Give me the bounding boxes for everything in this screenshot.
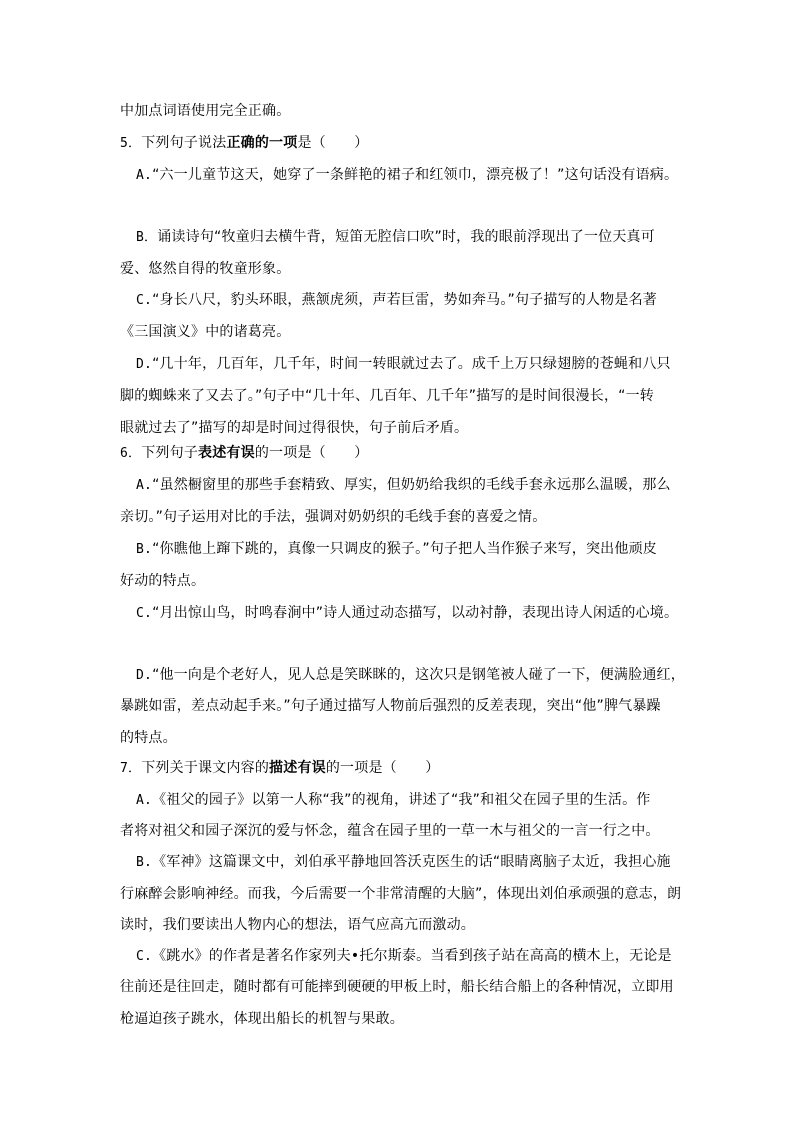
option-label: C. [136, 949, 153, 964]
emphasis-text: 正确的一项 [226, 135, 298, 151]
option-label: C. [136, 293, 153, 308]
option-7b [136, 852, 671, 872]
option-text: “身长八尺，豹头环眼，燕颔虎须，声若巨雷，势如奔马。”句子描写的人物是名著 [152, 292, 657, 308]
option-label: A. [136, 478, 153, 493]
option-label: B． [136, 230, 158, 245]
option-7c [136, 946, 672, 966]
option-text: 诵读诗句“牧童归去横牛背，短笛无腔信口吹”时，我的眼前浮现出了一位天真可 [157, 229, 655, 245]
option-5d [136, 354, 671, 374]
question-text: 是（ ） [297, 135, 369, 151]
option-label: D. [136, 668, 153, 683]
option-text: 《跳水》的作者是著名作家列夫•托尔斯泰。当看到孩子站在高高的横木上，无论是 [152, 948, 672, 964]
emphasis-text: 表述有误 [198, 445, 255, 461]
text-line: 的特点。 [120, 730, 177, 746]
option-label: B. [136, 855, 153, 870]
text-line: 中加点词语使用完全正确。 [120, 103, 291, 119]
text-line: 亲切。”句子运用对比的手法，强调对奶奶织的毛线手套的喜爱之情。 [120, 509, 547, 525]
option-6b [136, 539, 657, 559]
text-line: 好动的特点。 [120, 573, 206, 589]
option-5c [136, 290, 657, 310]
option-label: C. [136, 606, 153, 621]
option-text: “他一向是个老好人，见人总是笑眯眯的，这次只是钢笔被人碰了一下，便满脸通红， [152, 667, 685, 683]
text-line: 者将对祖父和园子深沉的爱与怀念，蕴含在园子里的一草一木与祖父的一言一行之中。 [120, 823, 660, 839]
option-5b [136, 227, 655, 247]
question-text: 的一项是（ ） [254, 445, 369, 461]
option-6a [136, 475, 671, 495]
question-text: 下列关于课文内容的 [141, 760, 270, 776]
question-7-title [120, 758, 439, 778]
text-line: 行麻醉会影响神经。而我，今后需要一个非常清醒的大脑”，体现出刘伯承顽强的意志，朗 [120, 886, 682, 902]
option-6c [136, 603, 678, 623]
text-line: 往前还是往回走，随时都有可能摔到硬硬的甲板上时，船长结合船上的各种情况，立即用 [120, 979, 674, 995]
question-6-title [120, 443, 368, 463]
question-number: 5． [120, 136, 142, 151]
text-line: 枪逼迫孩子跳水，体现出船长的机智与果敢。 [120, 1011, 404, 1027]
option-text: “你瞧他上蹿下跳的，真像一只调皮的猴子。”句子把人当作猴子来写，突出他顽皮 [152, 541, 657, 557]
question-text: 下列句子 [141, 445, 199, 461]
option-text: “虽然橱窗里的那些手套精致、厚实，但奶奶给我织的毛线手套永远那么温暖，那么 [152, 477, 671, 493]
option-text: “几十年，几百年，几千年，时间一转眼就过去了。成千上万只绿翅膀的苍蝇和八只 [152, 356, 671, 372]
question-text: 的一项是（ ） [325, 760, 440, 776]
option-label: A. [136, 168, 153, 183]
text-line: 脚的蜘蛛来了又去了。”句子中“几十年、几百年、几千年”描写的是时间很漫长，“一转 [120, 388, 655, 404]
text-line: 暴跳如雷，差点动起手来。”句子通过描写人物前后强烈的反差表现，突出“他”脾气暴躁 [120, 698, 661, 714]
emphasis-text: 描述有误 [269, 760, 326, 776]
option-text: “六一儿童节这天，她穿了一条鲜艳的裙子和红领巾，漂亮极了！”这句话没有语病。 [152, 167, 679, 183]
text-line: 读时，我们要读出人物内心的想法，语气应高亢而激动。 [120, 917, 475, 933]
option-6d [136, 665, 685, 685]
option-label: D. [136, 357, 153, 372]
option-7a [136, 790, 650, 810]
option-text: 《祖父的园子》以第一人称“我”的视角，讲述了“我”和祖父在园子里的生活。作 [152, 792, 651, 808]
option-label: A. [136, 793, 153, 808]
option-label: B. [136, 542, 153, 557]
text-line: 眼就过去了”描写的却是时间过得很快，句子前后矛盾。 [120, 420, 469, 436]
question-text: 下列句子说法 [141, 135, 227, 151]
option-5a [136, 165, 678, 185]
text-line: 《三国演义》中的诸葛亮。 [120, 324, 291, 340]
question-number: 6． [120, 446, 142, 461]
option-text: 《军神》这篇课文中，刘伯承平静地回答沃克医生的话“眼睛离脑子太近，我担心施 [152, 854, 671, 870]
question-number: 7． [120, 761, 142, 776]
option-text: “月出惊山鸟，时鸣春涧中”诗人通过动态描写，以动衬静，表现出诗人闲适的心境。 [152, 605, 679, 621]
text-line: 爱、悠然自得的牧童形象。 [120, 261, 291, 277]
question-5-title [120, 133, 368, 153]
